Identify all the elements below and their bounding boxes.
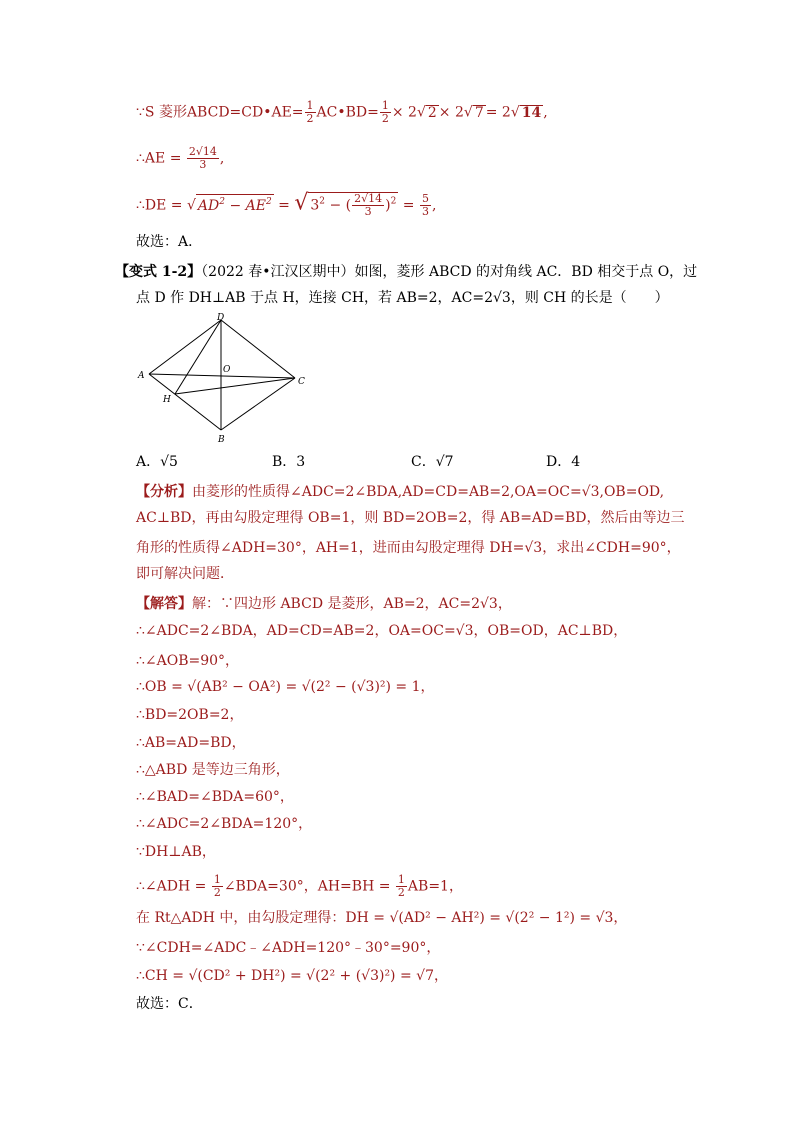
label-o: O (223, 365, 231, 375)
option-a[interactable]: A．√5 (136, 454, 178, 470)
side-ba (149, 374, 221, 430)
answer-line-13: ∵∠CDH=∠ADC﹣∠ADH=120°﹣30°=90°， (136, 940, 441, 956)
rhombus-figure (135, 312, 315, 447)
diag-ac (149, 374, 295, 378)
problem-line-2: 点 D 作 DH⊥AB 于点 H，连接 CH，若 AB=2，AC=2√3，则 CH 的长是（ ） (136, 290, 669, 306)
answer-line-6: ∴AB=AD=BD， (136, 735, 246, 751)
fraction-half: $\frac{1}{2}$ (306, 99, 314, 125)
answer-line-2: ∴∠ADC=2∠BDA，AD=CD=AB=2，OA=OC=√3，OB=OD，AC⊥BD， (136, 623, 628, 639)
label-h: H (163, 395, 171, 405)
answer-line-8: ∴∠BAD=∠BDA=60°， (136, 789, 294, 805)
option-b[interactable]: B．3 (272, 454, 306, 470)
label-d: D (217, 313, 225, 323)
prev-solution-line-2: ∴AE = $\frac{2√14}{3}$ , (136, 145, 225, 171)
answer-line-9: ∴∠ADC=2∠BDA=120°， (136, 816, 313, 832)
analysis-tag: 【分析】 (136, 484, 192, 500)
label-b: B (218, 435, 225, 445)
answer-line-14: ∴CH = √(CD² + DH²) = √(2² + (√3)²) = √7， (136, 968, 448, 984)
prev-solution-line-3: ∴DE = √ $AD^2 - AE^2$ = √ $3^2$ − ( $\frac{2√14}{3}$ )$^2$ = $\frac{5}{3}$ , (136, 190, 437, 218)
prev-answer: 故选：A． (136, 234, 203, 250)
answer-line-1: 【解答】解：∵四边形 ABCD 是菱形，AB=2，AC=2√3， (136, 596, 512, 612)
seg-dh (175, 320, 221, 394)
analysis-line-2: AC⊥BD，再由勾股定理得 OB=1，则 BD=2OB=2，得 AB=AD=BD，然后由等边三 (136, 510, 685, 526)
problem-line-1: 【变式 1-2】（2022 春•江汉区期中）如图，菱形 ABCD 的对角线 AC．BD 相交于点 O，过 (115, 264, 698, 280)
answer-line-12: 在 Rt△ADH 中，由勾股定理得：DH = √(AD² − AH²) = √(2² − 1²) = √3， (136, 910, 628, 926)
answer-line-4: ∴OB = √(AB² − OA²) = √(2² − (√3)²) = 1， (136, 679, 435, 695)
fraction-ae: $\frac{2√14}{3}$ (188, 145, 217, 171)
answer-line-10: ∵DH⊥AB， (136, 844, 216, 860)
side-ad (149, 320, 221, 374)
option-c[interactable]: C．√7 (411, 454, 454, 470)
answer-line-11: ∴∠ADH = $\frac{1}{2}$ ∠BDA=30°，AH=BH = $\frac{1}{2}$ AB=1， (136, 873, 463, 899)
label-c: C (298, 377, 305, 387)
answer-tag: 【解答】 (136, 596, 192, 612)
answer-final: 故选：C． (136, 996, 203, 1012)
answer-line-7: ∴△ABD 是等边三角形， (136, 762, 290, 778)
option-d[interactable]: D．4 (546, 454, 581, 470)
area-equation-start: ∵S 菱形ABCD=CD•AE= (136, 104, 304, 121)
seg-ch (175, 378, 295, 394)
label-a: A (138, 371, 145, 381)
fraction-half-2: $\frac{1}{2}$ (381, 99, 389, 125)
analysis-line-3: 角形的性质得∠ADH=30°，AH=1，进而由勾股定理得 DH=√3，求出∠CDH=90°， (136, 540, 681, 556)
analysis-line-1: 【分析】由菱形的性质得∠ADC=2∠BDA,AD=CD=AB=2,OA=OC=√3,OB=OD, (136, 484, 665, 500)
side-dc (221, 320, 295, 378)
analysis-line-4: 即可解决问题． (136, 566, 234, 582)
problem-tag: 【变式 1-2】 (115, 264, 202, 280)
side-cb (221, 378, 295, 430)
answer-line-5: ∴BD=2OB=2， (136, 707, 244, 723)
prev-solution-line-1: ∵S 菱形ABCD=CD•AE= $\frac{1}{2}$ AC•BD= $\frac{1}{2}$ × 2√ 2 × 2√ 7 = 2√ 14 , (136, 99, 548, 125)
answer-line-3: ∴∠AOB=90°， (136, 653, 240, 669)
